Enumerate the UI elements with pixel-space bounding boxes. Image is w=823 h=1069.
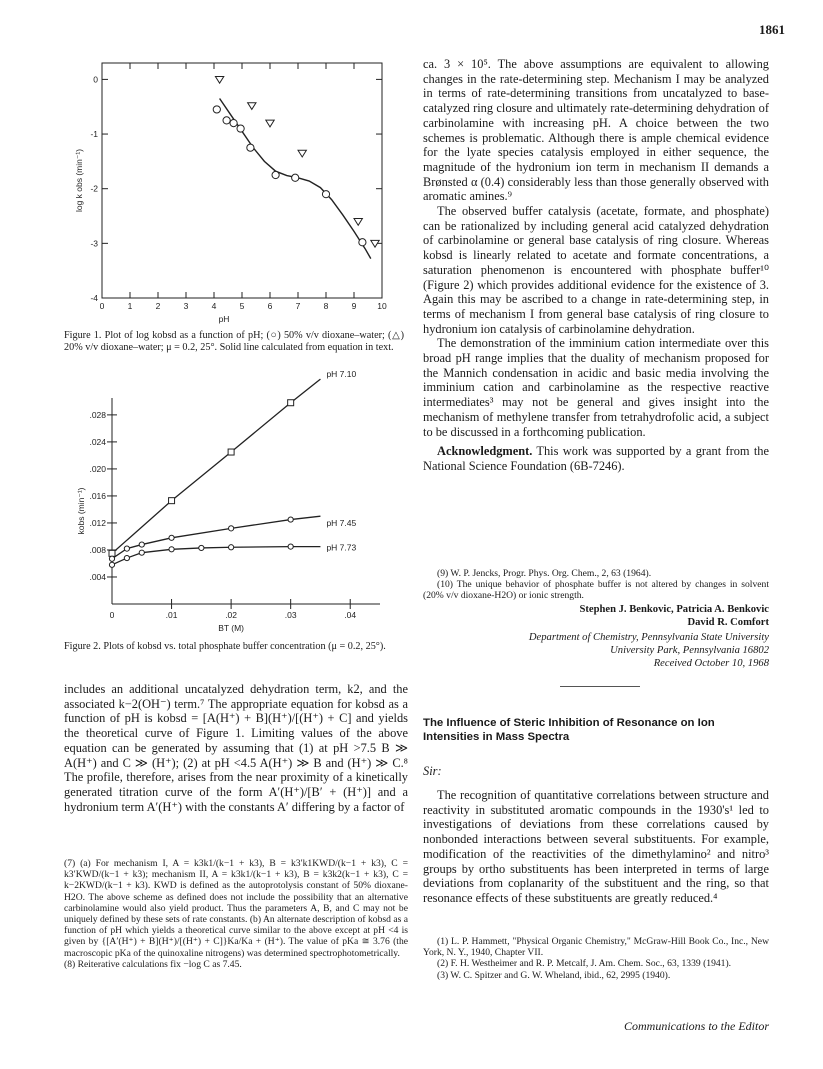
x-tick-label: 1: [127, 301, 133, 311]
data-point-circle: [230, 120, 237, 127]
x-axis-label: BT (M): [218, 623, 245, 633]
y-tick-label: 0: [93, 74, 98, 85]
footnote-10: (10) The unique behavior of phosphate buffer is not altered by changes in solvent (20% v/v dioxane-H2O) or ionic strength.: [423, 579, 769, 602]
x-tick-label: 9: [351, 301, 357, 311]
right-column-top: [423, 57, 769, 474]
data-point-circle: [237, 125, 244, 132]
data-point-square: [288, 400, 294, 406]
data-point-triangle: [266, 120, 274, 127]
y-axis-label: kobs (min⁻¹): [76, 487, 86, 535]
y-tick-label: .012: [89, 517, 106, 528]
data-point-circle: [124, 555, 129, 560]
x-tick-label: .03: [284, 610, 297, 620]
data-point-circle: [322, 191, 329, 198]
data-point-circle: [292, 174, 299, 181]
acknowledgment: [423, 444, 769, 473]
reference-2: (2) F. H. Westheimer and R. P. Metcalf, J. Am. Chem. Soc., 63, 1339 (1941).: [437, 958, 732, 970]
y-tick-label: .020: [89, 463, 106, 474]
data-point-circle: [213, 106, 220, 113]
data-point-triangle: [215, 76, 223, 83]
series-label: pH 7.10: [326, 369, 357, 380]
y-tick-label: .008: [89, 544, 106, 555]
data-point-triangle: [248, 103, 256, 110]
footnote-9: (9) W. P. Jencks, Progr. Phys. Org. Chem., 2, 63 (1964).: [437, 568, 652, 579]
received-date: Received October 10, 1968: [653, 658, 769, 669]
footnotes-left: [64, 858, 408, 970]
authors-line-2: David R. Comfort: [687, 617, 769, 628]
data-point-circle: [199, 545, 204, 550]
footnote-8: (8) Reiterative calculations fix −log C as 7.45.: [64, 958, 242, 970]
references-right: [423, 936, 769, 981]
data-point-circle: [109, 556, 114, 561]
y-tick-label: .024: [89, 436, 106, 447]
right-paragraph-3: The demonstration of the imminium cation intermediate over this broad pH range implies that the duality of mechanism proposed for the Mannich condensation in acidic and basic media involving the imminium cation and carbinolamine as the respective reactive intermediates³ may not be general and gives insight into the mechanism of methylene transfer from tetrahydrofolic acid, a subject to be discussed in a forthcoming publication.: [423, 336, 769, 439]
affiliation-line-1: Department of Chemistry, Pennsylvania State University: [528, 632, 769, 643]
x-tick-label: 3: [183, 301, 189, 311]
reference-3: (3) W. C. Spitzer and G. W. Wheland, ibid., 62, 2995 (1940).: [437, 969, 671, 981]
data-point-circle: [359, 239, 366, 246]
plot-frame: [102, 63, 382, 298]
x-tick-label: 2: [155, 301, 161, 311]
acknowledgment-text: This work was supported by a grant from the National Science Foundation (6B-7246).: [423, 444, 769, 473]
x-tick-label: 0: [99, 301, 105, 311]
x-tick-label: .01: [165, 610, 178, 620]
page-footer: Communications to the Editor: [624, 1019, 769, 1033]
x-tick-label: .04: [344, 610, 357, 620]
data-point-circle: [169, 535, 174, 540]
data-point-square: [228, 449, 234, 455]
figure-1-caption: Figure 1. Plot of log kobsd as a function of pH; (○) 50% v/v dioxane–water; (△) 20% v/v dioxane–water; μ = 0.2, 25°. Solid line calculated from equation in text.: [64, 330, 404, 353]
footnotes-right: [423, 568, 769, 602]
x-tick-label: 4: [211, 301, 217, 311]
series-line: [112, 547, 320, 565]
figure-2-caption: Figure 2. Plots of kobsd vs. total phosphate buffer concentration (μ = 0.2, 25°).: [64, 641, 386, 652]
reference-1: (1) L. P. Hammett, "Physical Organic Chemistry," McGraw-Hill Book Co., Inc., New York, N. Y., 1940, Chapter VII.: [423, 936, 769, 959]
data-point-circle: [169, 547, 174, 552]
article-paragraph: The recognition of quantitative correlations between structure and reactivity in substituted aromatic compounds in the 1930's¹ led to investigations of deviations from these correlations caused by nonbonded interactions between several substituents. For example, modification of the reactivities of the dimethylamino² and nitro³ groups by ortho substituents has been interpreted in terms of large deviations from coplanarity of the substituent and the ring, so that resonance effects of these substituents are greatly reduced.⁴: [423, 788, 769, 905]
data-point-circle: [229, 526, 234, 531]
data-point-square: [109, 550, 115, 556]
data-point-circle: [288, 517, 293, 522]
data-point-circle: [124, 546, 129, 551]
x-tick-label: 10: [377, 301, 387, 311]
figure-1-plot: [70, 58, 400, 330]
data-point-circle: [223, 117, 230, 124]
x-tick-label: 6: [267, 301, 273, 311]
y-tick-label: .004: [89, 571, 106, 582]
data-point-triangle: [298, 150, 306, 157]
article-separator: [560, 686, 640, 687]
figure-2-plot: [70, 369, 400, 634]
footnote-7: (7) (a) For mechanism I, A = k3k1/(k−1 + k3), B = k3′k1KWD/(k−1 + k3), C = k3′KWD/(k−1 + k3); mechanism II, A = k3k1/(k−1 + k3), B = k3k2(k−1 + k3), C = k−2KWD/(k−1 + k3). KWD is defined as the autoprotolysis constant of 50% dioxane-H2O. The above scheme as defined does not include the possibility that an alternative carbinolamine would also yield product. Thus the parameters A, B, and C may not be uniquely defined by these sets of rate constants. (b) An alternate description of kobsd as a function of pH which yields a theoretical curve similar to the above except at pH <4 is given by {[A′(H⁺) + B](H⁺)/[(H⁺) + C]}Ka/Ka + (H⁺). The value of pKa ≅ 3.76 (the macroscopic pKa of the quinoxaline nitrogens) was determined spectrophotometrically.: [64, 858, 408, 959]
y-tick-label: -4: [90, 293, 98, 303]
x-tick-label: 8: [323, 301, 329, 311]
series-label: pH 7.45: [326, 518, 357, 529]
data-point-circle: [247, 144, 254, 151]
x-tick-label-zero: 0: [109, 610, 115, 620]
author-block: [423, 603, 769, 670]
left-paragraph: includes an additional uncatalyzed dehydration term, k2, and the associated k−2(OH⁻) term.⁷ The appropriate equation for kobsd as a function of pH is kobsd = [A(H⁺) + B](H⁺)/[(H⁺) + C] and yields the theoretical curve of Figure 1. Limiting values of the above equation can be generated by assuming that (1) at pH >7.5 B ≫ A(H⁺) and C ≫ (H⁺); (2) at pH <4.5 A(H⁺) ≫ B and (H⁺) ≫ C.⁸ The profile, therefore, arises from the near proximity of a kinetically generated titration curve of the form A′(H⁺)/[B′ + (H⁺)] and a hydronium term A′(H⁺) with the constants A′ differing by a factor of: [64, 682, 408, 814]
right-paragraph-1: ca. 3 × 10⁵. The above assumptions are equivalent to allowing changes in the rate-determining step. Mechanism I may be analyzed in terms of rate-determining transitions from uncatalyzed to base-catalyzed ring closure and ultimately rate-determining dehydration of carbinolamine with increasing pH. A choice between the two schemes is problematic. Although there is ample chemical evidence for the lyate species catalysis employed in either sequence, the magnitude of the hydronium ion term in mechanism II demands a Brønsted α (0.4) considerably less than those generally observed with aromatic amines.⁹: [423, 57, 769, 204]
y-tick-label: -3: [90, 238, 98, 249]
y-tick-label: -1: [90, 129, 98, 140]
data-point-circle: [272, 171, 279, 178]
x-tick-label: 7: [295, 301, 301, 311]
y-tick-label: -2: [90, 183, 98, 194]
authors-line-1: Stephen J. Benkovic, Patricia A. Benkovic: [579, 604, 769, 615]
x-tick-label: .02: [225, 610, 238, 620]
y-tick-label: .016: [89, 490, 106, 501]
data-point-circle: [139, 550, 144, 555]
article-title: The Influence of Steric Inhibition of Resonance on Ion Intensities in Mass Spectra: [423, 717, 715, 743]
right-paragraph-2: The observed buffer catalysis (acetate, formate, and phosphate) can be rationalized by including general acid catalyzed dehydration of carbinolamine or general base catalysis of ring closure. Whereas kobsd is linearly related to acetate and formate concentrations, a saturation phenomenon is encountered with phosphate buffer¹⁰ (Figure 2) which provides additional evidence for the existence of 3. Again this may be ascribed to a change in rate-determining step, in terms of mechanism I from general base catalysis of ring closure to hydronium ion catalysis of carbinolamine dehydration.: [423, 204, 769, 336]
acknowledgment-label: Acknowledgment.: [437, 444, 533, 459]
data-point-triangle: [354, 219, 362, 226]
y-axis-label: log k obs (min⁻¹): [74, 148, 84, 213]
affiliation-line-2: University Park, Pennsylvania 16802: [610, 645, 769, 656]
data-point-circle: [288, 544, 293, 549]
series-label: pH 7.73: [326, 542, 357, 553]
x-tick-label: 5: [239, 301, 245, 311]
y-tick-label: .028: [89, 409, 106, 420]
data-point-circle: [109, 562, 114, 567]
salutation: Sir:: [423, 764, 442, 778]
x-axis-label: pH: [218, 314, 230, 324]
page-number: 1861: [759, 22, 785, 37]
data-point-circle: [139, 542, 144, 547]
data-point-circle: [229, 545, 234, 550]
data-point-square: [169, 498, 175, 504]
